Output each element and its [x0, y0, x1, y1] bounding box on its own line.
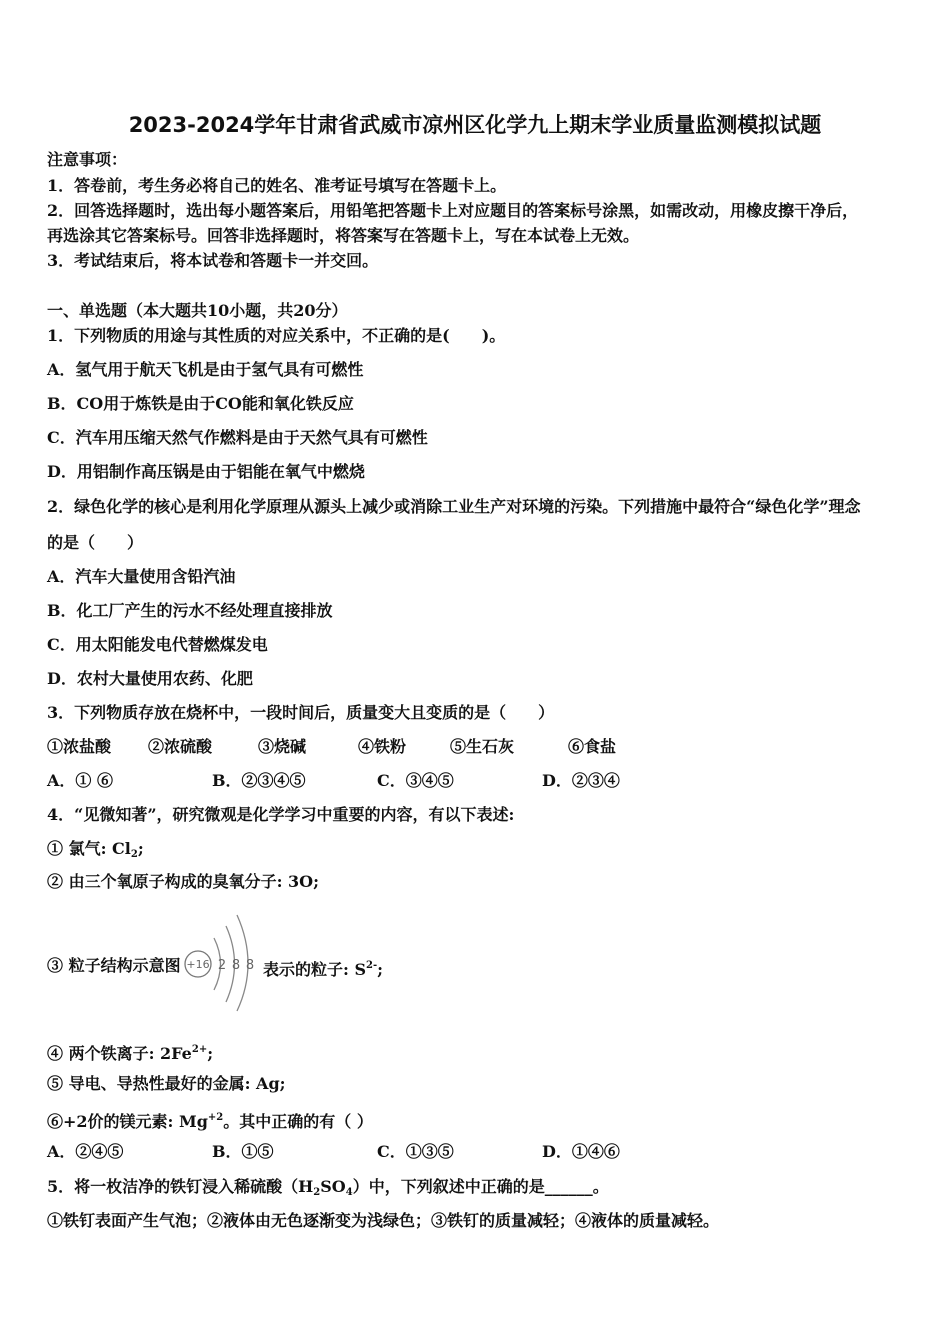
question-3-stem: 3．下列物质存放在烧杯中，一段时间后，质量变大且变质的是（ ） — [47, 703, 555, 722]
question-4-option-b: B．①⑤ — [212, 1142, 274, 1161]
superscript: 2+ — [191, 1044, 208, 1055]
question-2-option-a: A．汽车大量使用含铅汽油 — [47, 567, 236, 586]
question-3-option-d: D．②③④ — [542, 771, 620, 790]
question-3-item-4: ④铁粉 — [358, 737, 407, 756]
statement-text-end: 。其中正确的有（ ） — [223, 1112, 373, 1131]
question-4-statement-3-suffix — [263, 956, 383, 980]
particle-structure-diagram — [181, 912, 261, 1012]
answer-blank: ______ — [544, 1177, 593, 1196]
subscript: 2 — [130, 849, 138, 860]
nucleus-charge: +16 — [186, 958, 210, 971]
question-2-option-c: C．用太阳能发电代替燃煤发电 — [47, 635, 268, 654]
statement-text-end: ; — [207, 1044, 214, 1063]
question-4-statement-3-prefix: ③ 粒子结构示意图 — [47, 956, 181, 975]
question-4-option-d: D．①④⑥ — [542, 1142, 620, 1161]
question-3-option-b: B．②③④⑤ — [212, 771, 306, 790]
question-1-option-d: D．用铝制作高压锅是由于铝能在氧气中燃烧 — [47, 462, 365, 481]
question-1-stem: 1．下列物质的用途与其性质的对应关系中，不正确的是( )。 — [47, 326, 506, 345]
question-3-item-3: ③烧碱 — [258, 737, 307, 756]
question-2-option-b: B．化工厂产生的污水不经处理直接排放 — [47, 601, 333, 620]
note-2-line-1: 2．回答选择题时，选出每小题答案后，用铅笔把答题卡上对应题目的答案标号涂黑，如需改动，用橡皮擦干净后， — [47, 201, 859, 220]
stem-text-post: ）中，下列叙述中正确的是 — [352, 1177, 545, 1196]
question-1-option-b: B．CO用于炼铁是由于CO能和氧化铁反应 — [47, 394, 354, 413]
statement-text-end: ; — [137, 839, 144, 858]
question-4-statement-2: ② 由三个氧原子构成的臭氧分子: 3O; — [47, 872, 320, 891]
question-3-option-c: C．③④⑤ — [377, 771, 454, 790]
question-4-stem: 4．“见微知著”，研究微观是化学学习中重要的内容，有以下表述: — [47, 805, 515, 824]
superscript: 2- — [366, 960, 378, 971]
question-5-stem — [47, 1177, 609, 1203]
question-5-statements: ①铁钉表面产生气泡；②液体由无色逐渐变为浅绿色；③铁钉的质量减轻；④液体的质量减轻。 — [47, 1211, 720, 1230]
note-2-line-2: 再选涂其它答案标号。回答非选择题时，将答案写在答题卡上，写在本试卷上无效。 — [47, 226, 640, 245]
question-3-item-1: ①浓盐酸 — [47, 737, 112, 756]
subscript: 4 — [345, 1187, 353, 1198]
question-1-option-a: A．氢气用于航天飞机是由于氢气具有可燃性 — [47, 360, 364, 379]
question-3-item-2: ②浓硫酸 — [148, 737, 213, 756]
shell-1-electrons: 2 — [217, 958, 227, 973]
question-4-statement-4 — [47, 1040, 213, 1064]
superscript: +2 — [207, 1112, 224, 1123]
note-1: 1．答卷前，考生务必将自己的姓名、准考证号填写在答题卡上。 — [47, 176, 507, 195]
shell-2-electrons: 8 — [231, 958, 241, 973]
statement-text-end: ; — [377, 960, 384, 979]
notes-heading: 注意事项： — [47, 150, 128, 169]
stem-text-mid: SO — [320, 1177, 346, 1196]
section-heading: 一、单选题（本大题共10小题，共20分） — [47, 301, 348, 320]
question-4-statement-5: ⑤ 导电、导热性最好的金属: Ag; — [47, 1074, 286, 1093]
statement-text: ④ 两个铁离子: 2Fe — [47, 1044, 192, 1063]
note-3: 3．考试结束后，将本试卷和答题卡一并交回。 — [47, 251, 379, 270]
question-3-item-6: ⑥食盐 — [568, 737, 617, 756]
question-2-stem-line-2: 的是（ ） — [47, 533, 144, 552]
question-4-statement-6 — [47, 1108, 373, 1132]
statement-text: ⑥+2价的镁元素: Mg — [47, 1112, 208, 1131]
question-3-item-5: ⑤生石灰 — [450, 737, 515, 756]
question-4-option-c: C．①③⑤ — [377, 1142, 454, 1161]
stem-text-end: 。 — [592, 1177, 609, 1196]
statement-text: ① 氯气: Cl — [47, 839, 131, 858]
question-4-option-a: A．②④⑤ — [47, 1142, 124, 1161]
question-1-option-c: C．汽车用压缩天然气作燃料是由于天然气具有可燃性 — [47, 428, 428, 447]
shell-3-electrons: 8 — [245, 958, 255, 973]
stem-text: 5．将一枚洁净的铁钉浸入稀硫酸（H — [47, 1177, 314, 1196]
question-2-option-d: D．农村大量使用农药、化肥 — [47, 669, 253, 688]
document-title: 2023-2024学年甘肃省武威市凉州区化学九上期末学业质量监测模拟试题 — [128, 113, 822, 137]
question-4-statement-1 — [47, 839, 144, 865]
question-2-stem-line-1: 2．绿色化学的核心是利用化学原理从源头上减少或消除工业生产对环境的污染。下列措施中最符合“绿色化学”理念 — [47, 497, 861, 516]
subscript: 2 — [313, 1187, 321, 1198]
question-3-option-a: A．① ⑥ — [47, 771, 113, 790]
statement-text: 表示的粒子: S — [263, 960, 367, 979]
